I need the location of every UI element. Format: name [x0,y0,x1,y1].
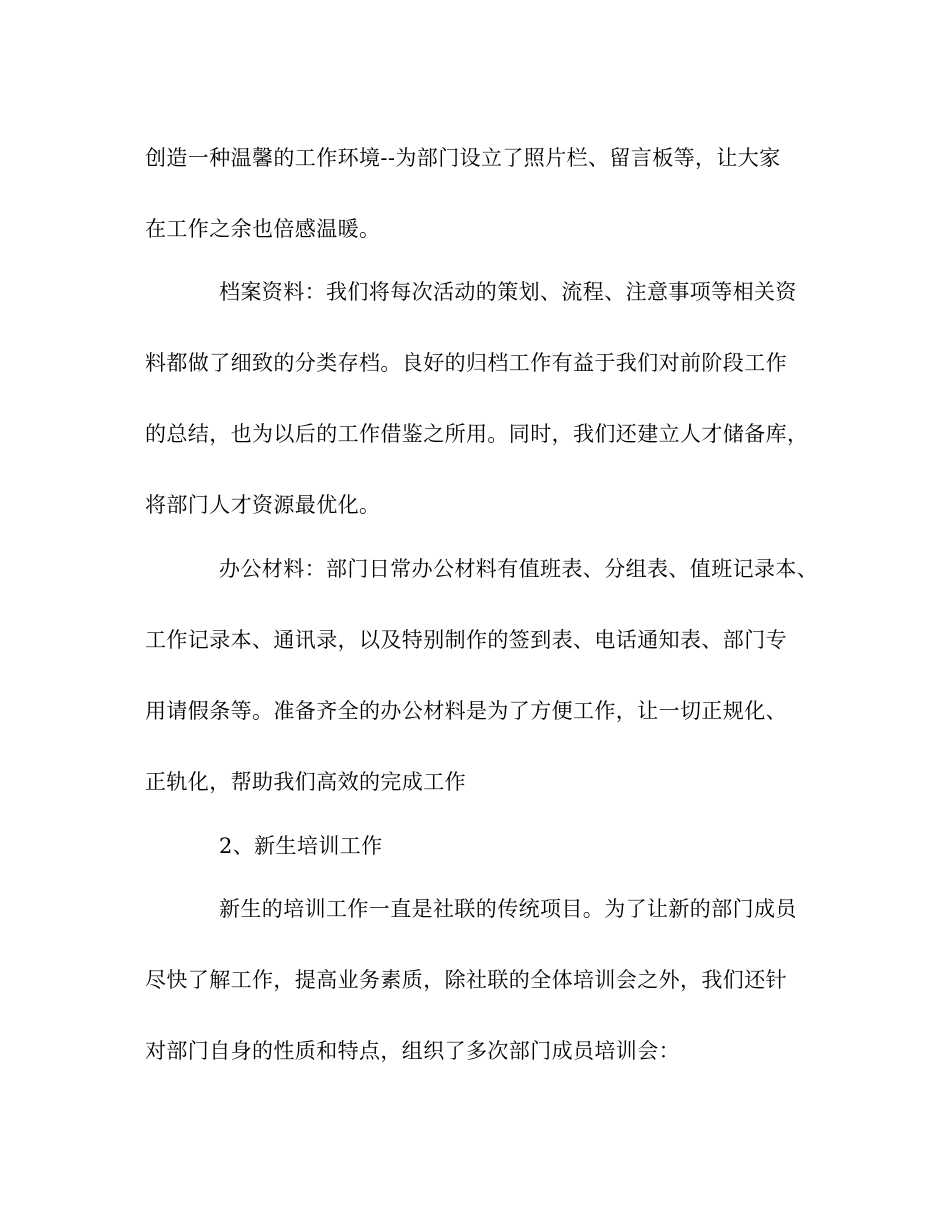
paragraph-line: 尽快了解工作，提高业务素质，除社联的全体培训会之外，我们还针 [145,968,787,992]
paragraph-line: 料都做了细致的分类存档。良好的归档工作有益于我们对前阶段工作 [145,351,787,375]
paragraph-line: 档案资料：我们将每次活动的策划、流程、注意事项等相关资 [219,280,797,304]
paragraph-line: 工作记录本、通讯录，以及特别制作的签到表、电话通知表、部门专 [145,628,787,652]
paragraph-line: 正轨化，帮助我们高效的完成工作 [145,770,466,794]
paragraph-line: 的总结，也为以后的工作借鉴之所用。同时，我们还建立人才储备库， [145,422,809,446]
paragraph-line: 创造一种温馨的工作环境--为部门设立了照片栏、留言板等，让大家 [145,146,781,170]
paragraph-line: 在工作之余也倍感温暖。 [145,217,381,241]
paragraph-line: 用请假条等。准备齐全的办公材料是为了方便工作，让一切正规化、 [145,699,787,723]
paragraph-line: 对部门自身的性质和特点，组织了多次部门成员培训会： [145,1039,680,1063]
section-heading: 2、新生培训工作 [219,834,383,858]
paragraph-line: 将部门人才资源最优化。 [145,493,381,517]
paragraph-line: 办公材料：部门日常办公材料有值班表、分组表、值班记录本、 [219,557,819,581]
paragraph-line: 新生的培训工作一直是社联的传统项目。为了让新的部门成员 [219,897,797,921]
